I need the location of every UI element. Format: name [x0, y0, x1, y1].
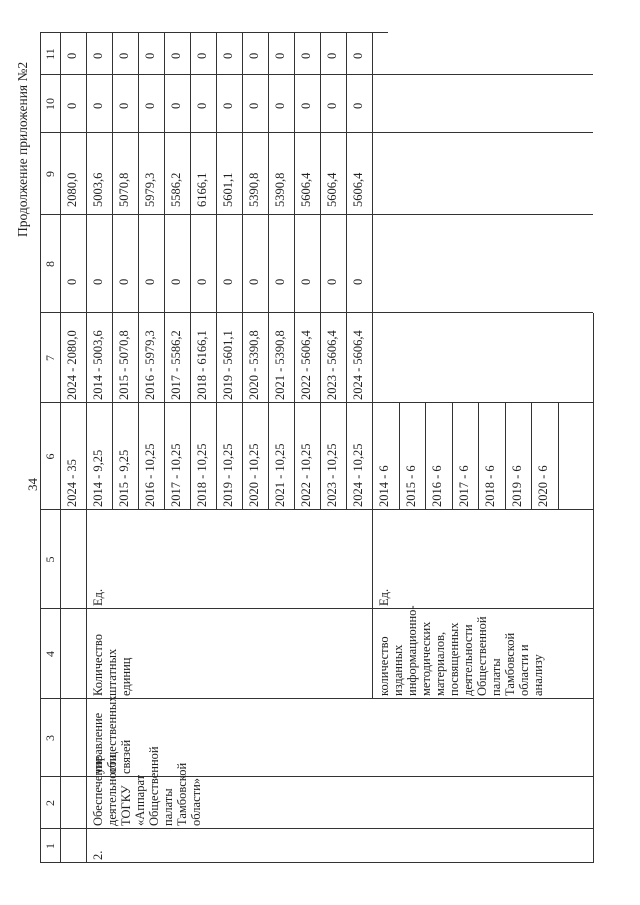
cell-c9: 5606,4: [351, 172, 365, 207]
indicator-1-unit: Ед.: [91, 588, 105, 606]
cell-c7: 2019 - 5601,1: [221, 330, 235, 400]
cell-c8: 0: [169, 278, 183, 285]
cell-c7: 2024 - 5606,4: [351, 330, 365, 400]
cell-c10: 0: [247, 102, 261, 109]
cell-c9: 5606,4: [299, 172, 313, 207]
cell-c10: 0: [325, 102, 339, 109]
column-number-8: 8: [43, 261, 57, 267]
cell-c11: 0: [91, 52, 105, 59]
row-border: [190, 33, 191, 510]
column-border: [40, 862, 593, 863]
cell-c10: 0: [143, 102, 157, 109]
cell-c11: 0: [247, 52, 261, 59]
cell-c11: 0: [65, 52, 79, 59]
cell-c6: 2015 - 6: [403, 465, 418, 507]
cell-c8: 0: [143, 278, 157, 285]
cell-c7: 2021 - 5390,8: [273, 330, 287, 400]
cell-c6: 2016 - 6: [430, 465, 444, 507]
row-border: [294, 33, 295, 510]
cell-c11: 0: [221, 52, 235, 59]
cell-c9: 5979,3: [143, 172, 157, 207]
column-number-5: 5: [43, 556, 57, 563]
cell-c6: 2019 - 10,25: [221, 443, 235, 507]
item-name: Обеспечение деятельности ТОГКУ «Аппарат Общественной палаты Тамбовской области»: [91, 746, 203, 826]
cell-c10: 0: [91, 102, 105, 109]
cell-c11: 0: [195, 52, 209, 59]
cell-c6: 2019 - 6: [509, 465, 524, 507]
indicator-1-name: Количество штатных единиц: [91, 634, 133, 696]
column-number-6: 6: [43, 453, 57, 460]
column-number-2: 2: [43, 800, 57, 806]
cell-c8: 0: [351, 278, 365, 285]
indicator-2-name: количество изданных информационно-методических материалов, посвященных деятельности Общественной палаты Тамбовской области и анализу: [377, 605, 545, 696]
cell-c6: 2014 - 9,25: [91, 449, 105, 507]
cell-c7: 2024 - 2080,0: [65, 330, 79, 400]
row-border: [320, 33, 321, 510]
column-border: [40, 32, 388, 33]
cell-c11: 0: [325, 52, 339, 59]
column-border: [40, 608, 593, 609]
cell-c10: 0: [351, 102, 365, 109]
cell-c7: 2023 - 5606,4: [325, 330, 339, 400]
column-border: [40, 828, 593, 829]
item-number: 2.: [91, 850, 105, 860]
cell-c9: 5390,8: [247, 172, 261, 207]
cell-c10: 0: [273, 102, 287, 109]
cell-c8: 0: [65, 278, 79, 285]
row-border: [478, 403, 479, 510]
table-bottom-border: [593, 313, 594, 863]
cell-c6: 2017 - 10,25: [169, 443, 183, 507]
cell-c6: 2014 - 6: [377, 465, 391, 507]
cell-c6: 2023 - 10,25: [325, 443, 339, 507]
cell-c6: 2017 - 6: [456, 465, 471, 507]
cell-c6: 2018 - 6: [483, 465, 497, 507]
column-number-7: 7: [43, 355, 57, 361]
cell-c6: 2020 - 6: [536, 465, 550, 507]
cell-c10: 0: [169, 102, 183, 109]
row-border: [531, 403, 532, 510]
cell-c9: 5586,2: [169, 172, 183, 207]
row-border: [425, 403, 426, 510]
cell-c10: 0: [221, 102, 235, 109]
row-border: [346, 33, 347, 510]
column-number-1: 1: [43, 843, 57, 849]
cell-c10: 0: [65, 102, 79, 109]
cell-c9: 5601,1: [221, 172, 235, 207]
page-number: 34: [25, 478, 40, 491]
cell-c7: 2016 - 5979,3: [143, 330, 157, 400]
column-border: [40, 132, 593, 133]
cell-c7: 2022 - 5606,4: [299, 330, 313, 400]
cell-c6: 2015 - 9,25: [117, 449, 131, 507]
cell-c6: 2021 - 10,25: [273, 443, 287, 507]
row-border: [505, 403, 506, 510]
column-number-11: 11: [43, 48, 57, 60]
cell-c11: 0: [143, 52, 157, 59]
cell-c10: 0: [117, 102, 131, 109]
cell-c8: 0: [91, 278, 105, 285]
column-border: [40, 74, 593, 75]
cell-c6: 2016 - 10,25: [143, 443, 157, 507]
cell-c9: 2080,0: [65, 172, 79, 207]
cell-c6: 2022 - 10,25: [299, 443, 313, 507]
cell-c11: 0: [351, 52, 365, 59]
cell-c9: 5606,4: [325, 172, 339, 207]
column-number-4: 4: [43, 651, 57, 657]
cell-c7: 2014 - 5003,6: [91, 330, 105, 400]
cell-c11: 0: [169, 52, 183, 59]
cell-c10: 0: [299, 102, 313, 109]
cell-c10: 0: [195, 102, 209, 109]
row-border: [86, 33, 87, 863]
cell-c8: 0: [221, 278, 235, 285]
cell-c8: 0: [299, 278, 313, 285]
cell-c8: 0: [195, 278, 209, 285]
cell-c8: 0: [247, 278, 261, 285]
indicator-2-unit: Ед.: [377, 588, 391, 606]
cell-c11: 0: [273, 52, 287, 59]
row-border: [399, 403, 400, 510]
row-border: [112, 33, 113, 510]
column-border: [40, 402, 593, 403]
cell-c7: 2017 - 5586,2: [169, 330, 183, 400]
row-border: [372, 33, 373, 699]
header-bottom-border: [60, 33, 61, 863]
column-border: [40, 776, 593, 777]
item-responsible: управление общественных связей: [91, 695, 133, 774]
cell-c11: 0: [117, 52, 131, 59]
row-border: [242, 33, 243, 510]
cell-c6: 2024 - 10,25: [351, 443, 365, 507]
row-border: [268, 33, 269, 510]
cell-c9: 5070,8: [117, 172, 131, 207]
cell-c6: 2018 - 10,25: [195, 443, 209, 507]
row-border: [216, 33, 217, 510]
row-border: [164, 33, 165, 510]
column-border: [40, 312, 593, 313]
cell-c8: 0: [273, 278, 287, 285]
cell-c9: 5003,6: [91, 172, 105, 207]
cell-c6: 2020 - 10,25: [247, 443, 261, 507]
row-border: [138, 33, 139, 510]
column-border: [40, 509, 593, 510]
row-border: [452, 403, 453, 510]
column-border: [40, 214, 593, 215]
cell-c7: 2020 - 5390,8: [247, 330, 261, 400]
cell-c7: 2015 - 5070,8: [117, 330, 131, 400]
cell-c6: 2024 - 35: [65, 459, 79, 507]
appendix-title: Продолжение приложения №2: [15, 61, 30, 237]
cell-c11: 0: [299, 52, 313, 59]
column-number-9: 9: [43, 171, 57, 177]
cell-c7: 2018 - 6166,1: [195, 330, 209, 400]
column-number-10: 10: [43, 98, 57, 110]
cell-c9: 6166,1: [195, 172, 209, 207]
column-border: [40, 698, 593, 699]
cell-c9: 5390,8: [273, 172, 287, 207]
column-number-3: 3: [43, 735, 57, 741]
table-top-border: [40, 33, 41, 863]
cell-c8: 0: [117, 278, 131, 285]
cell-c8: 0: [325, 278, 339, 285]
row-border: [558, 403, 559, 510]
